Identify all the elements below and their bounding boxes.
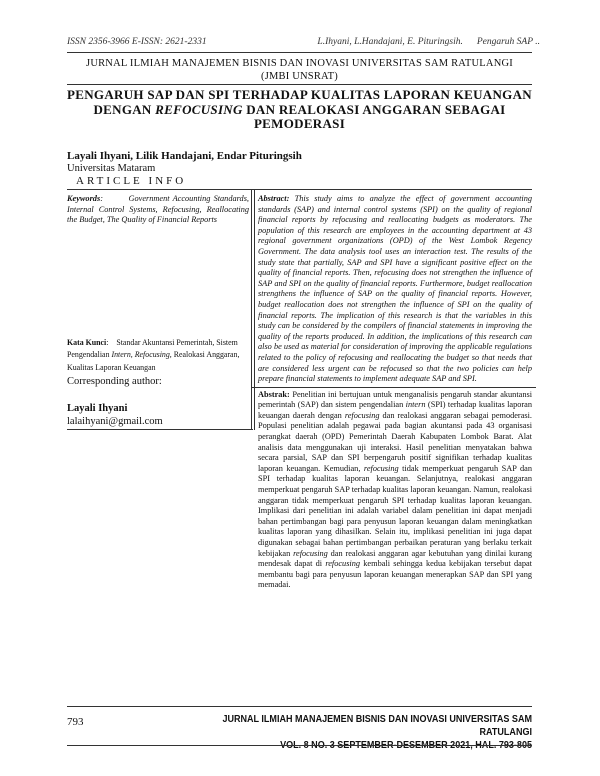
abstract-en-text: This study aims to analyze the effect of government accounting standards (SAP) and internal control systems (SPI) on the quality of regional financial reports by refocusing and reallocating budgets as moderators. The population of this research are employees in the accounting department at 43 regional government organizations (OPD) of the West Lombok Regency Government. The data analysis tool uses an interaction test. The results of the study state that partially, SAP and SPI have a significant positive effect on the quality of financial reports. Then, refocusing does not strengthen the influence of SAP and SPI on the quality of financial reports. Furthermore, budget reallocation strengthens the influence of SAP on the quality of financial reports. However, budget reallocation does not strengthen the influence of SPI on the quality of financial reports. The implication of this research is that the variables in this study can be considered by the compilers of financial statements in improving the quality of the reports produced. In addition, the implications of this research can also be used as material for consideration of improving the applicable regulations related to the policy of refocusing and reallocating the budget so that needs that are considered less urgent can be refocused so that the two policies can help prepare financial statements to implement adequate SAP and SPI. — [258, 194, 532, 384]
abstract-id-text-1: Penelitian ini bertujuan untuk menganalisis pengaruh standar akuntansi pemerintah (SAP) dan sistem pengendalian — [258, 389, 532, 410]
abstract-id-text-4: tidak memperkuat pengaruh SAP dan SPI terhadap kualitas laporan keuangan. Selanjutnya, realokasi anggaran memperkuat pengaruh SAP terhadap kualitas laporan keuangan. Namun, realokasi anggaran tidak memperkuat pengaruh SPI terhadap kualitas laporan keuangan. Implikasi dari penelitian ini adalah variabel dalam penelitian ini dapat menjadi bahan pertimbangan bagi para penyusun laporan keuangan dalam meningkatkan kualitas laporan yang dihasilkan. Selain itu, implikasi penelitian ini juga dapat digunakan sebagai bahan pertimbangan perbaikan peraturan yang berlaku terkait kebijakan — [258, 463, 532, 558]
title-text-1: PENGARUH SAP DAN SPI TERHADAP KUALITAS LAPORAN KEUANGAN DENGAN — [67, 87, 532, 117]
running-authors: L.Ihyani, L.Handajani, E. Pituringsih. — [317, 37, 463, 47]
article-info-rule — [67, 189, 532, 190]
abstract-separator-rule — [251, 387, 536, 388]
abstract-id-refocusing-2: refocusing — [363, 463, 399, 473]
keywords-id-text-3: , Realokasi Anggaran, Kualitas Laporan Keuangan — [67, 350, 240, 372]
journal-name-block — [67, 57, 532, 83]
corresponding-label: Corresponding author: — [67, 375, 162, 387]
corresponding-name: Layali Ihyani — [67, 402, 128, 414]
abstract-id-text-6: kembali sehingga kedua kebijakan tersebut dapat membantu bagi para penyusun laporan keuangan menerapkan SAP dan SPI yang memadai. — [258, 559, 532, 590]
title-italic-refocusing: REFOCUSING — [155, 101, 243, 117]
column-divider-right — [254, 190, 255, 430]
abstract-id-text-2: (SPI) terhadap kualitas laporan keuangan daerah dengan — [258, 400, 533, 420]
abstract-id-text-3: dan realokasi anggaran sebagai pemoderasi. Populasi penelitian adalah pegawai pada bagian akuntansi pada 43 organisasi perangkat daerah (OPD) Pemerintah Daerah Kabupaten Lombok Barat. Alat analisis data menggunakan uji interaksi. Hasil penelitian menyatakan bahwa secara parsial, SAP dan SPI berpengaruh positif signifikan terhadap kualitas laporan keuangan. Kemudian, — [258, 410, 532, 473]
article-title — [67, 88, 532, 132]
keywords-id-intern: Intern — [111, 350, 131, 360]
footer-bottom-rule — [67, 745, 532, 746]
column-divider-left — [251, 190, 252, 430]
header-rule — [67, 52, 532, 53]
footer-journal-line2: VOL. 8 NO. 3 SEPTEMBER-DESEMBER 2021, HAL. 793-805 — [280, 739, 532, 751]
abstract-indonesian — [258, 390, 532, 591]
keywords-english: Keywords: Government Accounting Standards, Internal Control Systems, Refocusing, Reallocating the Budget, The Quality of Financial Reports — [67, 194, 250, 225]
abstract-id-refocusing-1: refocusing — [344, 410, 380, 420]
abstract-id-refocusing-4: refocusing — [325, 559, 361, 569]
footer-journal-line1: JURNAL ILMIAH MANAJEMEN BISNIS DAN INOVASI UNIVERSITAS SAM RATULANGI — [222, 713, 532, 738]
issn-header: ISSN 2356-3966 E-ISSN: 2621-2331 — [67, 37, 207, 47]
page-number: 793 — [67, 716, 84, 728]
keywords-id-text-1: Standar Akuntansi Pemerintah, Sistem Pengendalian — [67, 337, 238, 360]
abstract-id-refocusing-3: refocusing — [293, 548, 328, 558]
abstract-english — [258, 194, 532, 385]
abstract-id-intern: intern — [405, 400, 426, 410]
corresponding-email[interactable]: lalaihyani@gmail.com — [67, 415, 163, 427]
keywords-indonesian: Kata Kunci: Standar Akuntansi Pemerintah, Sistem Pengendalian Intern, Refocusing, Realokasi Anggaran, Kualitas Laporan Keuangan — [67, 337, 240, 372]
keywords-id-refocusing: Refocusing — [134, 350, 170, 360]
running-title: Pengaruh SAP .. — [476, 37, 540, 47]
abstract-column — [258, 194, 532, 591]
corresponding-rule — [67, 429, 253, 430]
footer-journal-citation — [178, 713, 532, 752]
keywords-en-label: Keywords — [67, 194, 101, 203]
journal-name: JURNAL ILMIAH MANAJEMEN BISNIS DAN INOVASI UNIVERSITAS SAM RATULANGI — [86, 58, 513, 69]
running-header — [300, 37, 540, 47]
keywords-id-label: Kata Kunci — [67, 337, 107, 347]
title-text-2: DAN REALOKASI ANGGARAN SEBAGAI PEMODERASI — [242, 101, 506, 131]
author-list: Layali Ihyani, Lilik Handajani, Endar Pituringsih — [67, 150, 302, 162]
abstract-id-label: Abstrak: — [258, 389, 290, 399]
article-info-heading: ARTICLE INFO — [76, 175, 187, 187]
abstract-id-text-5: dan realokasi anggaran agar kebutuhan yang dinilai kurang mendesak dapat di — [258, 548, 532, 569]
title-rule — [67, 84, 532, 85]
affiliation: Universitas Mataram — [67, 163, 156, 174]
journal-abbrev: (JMBI UNSRAT) — [261, 71, 338, 82]
abstract-en-label: Abstract: — [258, 194, 290, 203]
left-column — [67, 194, 249, 428]
footer-top-rule — [67, 706, 532, 707]
keywords-en-text: Government Accounting Standards, Internal Control Systems, Refocusing, Reallocating the Budget, The Quality of Financial Reports — [67, 194, 250, 225]
keywords-id-text-2: , — [130, 350, 135, 360]
